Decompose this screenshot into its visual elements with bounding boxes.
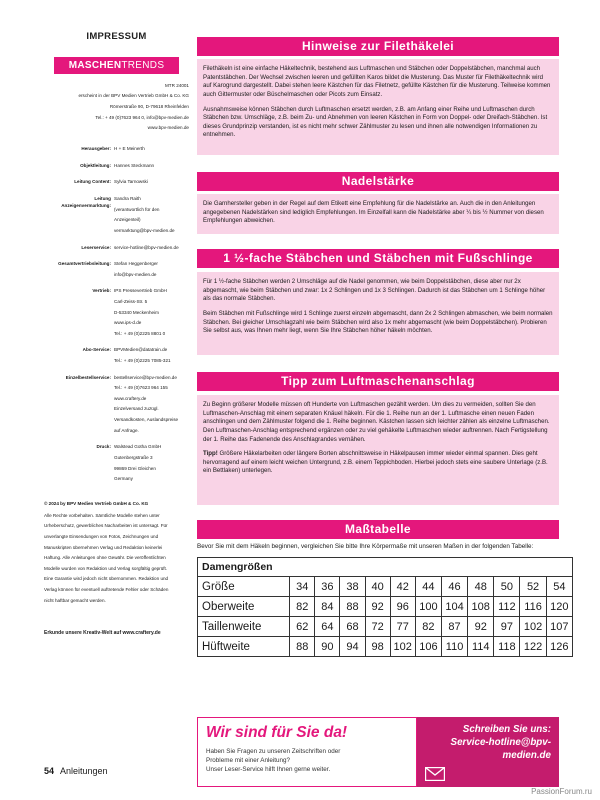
mail-icon [425,767,445,781]
credit-label: Vertrieb: [92,288,111,294]
table-cell: 108 [468,597,494,617]
credit-line: IPS Pressevertrieb GmbH [114,288,167,294]
hinweise-paragraph-2: Ausnahmsweise können Stäbchen durch Luftmaschen ersetzt werden, z.B. am Anfang einer Reihe und Luftmaschen durch Stäbchen bzw. Umschläge, z.B. beim Zu- und Abnehmen von leeren Kästchen in Form von Doppel- oder Dreifach-Stäbchen. Ist dieses Grundprinzip verstanden, ist es nicht mehr schwer Zählmuster zu lesen und ihnen alle notwendigen Informationen zu entnehmen. [203,105,548,139]
legal-body [44,512,189,604]
table-header-row [198,558,573,577]
credits-list [44,145,189,485]
credit-value [114,145,189,156]
section-title-nadel: Nadelstärke [197,172,559,191]
table-cell: 42 [390,577,415,597]
credit-line: Tel.: + 49 (0)2225 8801 0 [114,330,166,336]
service-right [417,717,559,787]
credit-line: Versandkosten, Auslandspreise [114,417,179,423]
credit-value [114,260,189,281]
legal-line: Verlag können für eventuell auftretende Fehler oder Schäden [44,587,169,593]
credit-label: Leitung Content: [74,179,111,185]
mass-intro: Bevor Sie mit dem Häkeln beginnen, vergleichen Sie bitte Ihre Körpermaße mit unseren Maßen in der folgenden Tabelle: [197,543,534,550]
service-line-2: Probleme mit einer Anleitung? [206,756,291,764]
table-cell: 106 [415,637,441,657]
page-number: 54 [44,766,55,776]
service-email-1[interactable]: Service-hotline@bpv- [450,737,551,749]
tipp-text: Größere Häkelarbeiten oder längere Borten abschnittsweise in Häkelpausen immer wieder einmal spannen. Dies geht hervorragend auf einem leicht weichen Untergrund, z.B. einem Teppichboden. Hierbei jedoch stets eine saubere Unterlage (z.B. ein Bettlaken) unterlegen. [203,450,548,475]
credit-line: Carl-Zeiss-Str. 5 [114,298,148,304]
credit-label: Einzelbestellservice: [65,374,111,380]
credit-line: Einzelversand zuzügl. [114,406,159,412]
credit-row [44,443,189,485]
table-cell: 82 [290,597,315,617]
tipp-paragraph-1: Zu Beginn größerer Modelle müssen oft Hunderte von Luftmaschen gezählt werden. Um dies zu vermeiden, sollten Sie den Luftmaschen-Anschlag mit einem separaten Knäuel häkeln. Für die 1. Reihe nun an der 1. Luftmasche einen neuen Faden anschlingen und dem Zählmuster folgend die 1. Reihe beginnen. Kästchen lassen sich leichter zählen als einzelne Luftmaschen. Den Luftmaschen-Anschlag entsprechend ergänzen oder zu viel gehäkelte Luftmaschen wieder auftrennen. Nach Fertigstellung der 1. Reihe das Fadenende des Anschlagrandes vernähen. [203,401,550,443]
tipp-paragraph-2 [203,450,553,476]
impressum-heading: IMPRESSUM [86,31,147,42]
section-box-tipp [197,395,559,505]
credit-line: Germany [114,476,133,482]
watermark: PassionForum.ru [531,787,592,796]
credit-row [44,260,189,281]
credit-line: bestellservice@bpv-medien.de [114,374,177,380]
table-cell: 114 [468,637,494,657]
credit-line: Gutenbergstraße 3 [114,454,153,460]
credit-line: Sylvia Tarnowski [114,179,148,185]
credit-line: Stefan Heggenberger [114,261,158,267]
row-label: Größe [198,577,290,597]
credit-value [114,346,189,367]
section-title-hinweise: Hinweise zur Filethäkelei [197,37,559,56]
service-text [206,748,408,774]
table-cell: 84 [315,597,340,617]
table-cell: 88 [340,597,365,617]
brand-part1: MASCHEN [68,59,122,71]
publisher-line: erscheint in der BPV Medien Vertrieb GmbH & Co. KG [78,93,189,99]
credit-row [44,162,189,173]
credit-value [114,287,189,340]
credit-line: auf Anfrage. [114,427,139,433]
credit-line: service-hotline@bpv-medien.de [114,244,179,250]
table-cell: 97 [494,617,520,637]
legal-line: Haftung. Alle Anleitungen ohne Gewähr. Die veröffentlichten [44,555,166,561]
credit-row [44,374,189,438]
table-cell: 94 [340,637,365,657]
brand-part2: TRENDS [121,59,165,71]
credit-label: Druck: [96,444,111,450]
table-cell: 44 [415,577,441,597]
credit-line: Anzeigenteil) [114,217,141,223]
footer-section: Anleitungen [60,766,108,776]
credit-line: BPVMedien@datatrain.de [114,347,168,353]
table-cell: 82 [415,617,441,637]
credit-label: Leitung Anzeigenvermarktung: [61,196,111,209]
credit-line: D-53340 Meckenheim [114,309,159,315]
table-cell: 102 [520,617,546,637]
credit-row [44,244,189,255]
table-cell: 90 [315,637,340,657]
table-cell: 72 [365,617,390,637]
service-headline: Wir sind für Sie da! [206,724,348,741]
table-cell: 116 [520,597,546,617]
credit-label: Herausgeber: [81,146,111,152]
table-cell: 62 [290,617,315,637]
legal-line: Modelle wurden von Redaktion und Verlag sorgfältig geprüft. [44,565,168,571]
table-cell: 120 [546,597,572,617]
impressum-column [44,30,189,638]
credit-value [114,443,189,485]
row-label: Hüftweite [198,637,290,657]
legal-line: Alle Rechte vorbehalten. Sämtliche Modelle stehen unter [44,512,160,518]
hinweise-paragraph-1: Filethäkeln ist eine einfache Häkeltechnik, bestehend aus Luftmaschen und Stäbchen oder Doppelstäbchen, manchmal auch Patentstäbchen. Der Wechsel zwischen leeren und gefüllten Karos bildet die Musterung. Das Muster für Filethäkeltechnik wird auf Karogrund dargestellt. Dabei stehen leere Kästchen für das Filetnetz, gefüllte Kästchen für die Musterung. Teilweise kommen auch Gittermuster oder Büschelmaschen oder Picots zum Einsatz. [203,65,551,98]
table-cell: 88 [290,637,315,657]
page-footer [44,766,108,776]
credit-row [44,178,189,189]
publisher-line: Tel.: + 49 (0)7623 964 0, info@bpv-medien.de [95,114,189,120]
section-title-staebchen: 1 ½-fache Stäbchen und Stäbchen mit Fußschlinge [197,249,559,268]
credit-line: (verantwortlich für den [114,206,160,212]
section-title-mass: Maßtabelle [197,520,559,539]
service-cta-1: Schreiben Sie uns: [462,724,551,735]
credit-line: www.ips-d.de [114,320,142,326]
credit-line: Tel.: + 49 (0)2225 7085-321 [114,358,171,364]
table-cell: 104 [441,597,467,617]
credit-value [114,195,189,237]
table-cell: 96 [390,597,415,617]
table-cell: 54 [546,577,572,597]
credit-row [44,145,189,156]
table-cell: 46 [441,577,467,597]
table-cell: 102 [390,637,415,657]
service-line-3: Unser Leser-Service hilft Ihnen gerne weiter. [206,765,331,773]
craftery-link[interactable]: Erkunde unsere Kreativ-Welt auf www.craftery.de [44,629,161,636]
table-cell: 100 [415,597,441,617]
credit-line: info@bpv-medien.de [114,271,157,277]
legal-notice [44,500,189,604]
credit-label: Gesamtvertriebsleitung: [58,261,111,267]
table-cell: 48 [468,577,494,597]
size-table [197,557,573,657]
service-left [197,717,417,787]
publisher-line: MTR 24001 [164,82,189,88]
credit-line: www.craftery.de [114,395,147,401]
credit-line: 99869 Drei Gleichen [114,465,156,471]
copyright: © 2024 by BPV Medien Vertrieb GmbH & Co. KG [44,500,149,506]
table-cell: 110 [441,637,467,657]
service-email-2[interactable]: medien.de [502,750,551,762]
row-label: Taillenweite [198,617,290,637]
credit-line: Sandra Raith [114,196,141,202]
table-cell: 50 [494,577,520,597]
table-cell: 126 [546,637,572,657]
table-cell: 38 [340,577,365,597]
legal-line: Eine Garantie wird jedoch nicht übernommen. Redaktion und [44,576,169,582]
credit-value [114,162,189,173]
credit-line: Hannes Steckmann [114,162,155,168]
credit-row [44,287,189,340]
service-banner [197,717,559,787]
staebchen-paragraph-2: Beim Stäbchen mit Fußschlinge wird 1 Schlinge zuerst einzeln abgemascht, dann 2x 2 Schlingen abmaschen, wie beim normalen Stäbchen. Bei gleicher Umschlagzahl wie beim Stäbchen wird also 1x mehr abgemascht (wie beim Doppelstäbchen). Probieren Sie selbst aus, was Ihnen mehr liegt, wenn Sie Ihre Stäbchen höher häkeln möchten. [203,309,553,335]
publisher-info [44,82,189,132]
credit-label: Leserservice: [81,244,111,250]
table-row [198,637,573,657]
credit-line: Tel.: + 49 (0)7623 964 155 [114,385,168,391]
section-box-hinweise [197,59,559,155]
credit-value [114,374,189,438]
credit-line: vermarktung@bpv-medien.de [114,227,175,233]
table-cell: 34 [290,577,315,597]
section-box-nadel [197,194,559,234]
table-cell: 64 [315,617,340,637]
section-title-tipp: Tipp zum Luftmaschenanschlag [197,372,559,391]
credit-value [114,244,189,255]
credit-line: Walstead Gotha GmbH [114,444,162,450]
table-cell: 92 [365,597,390,617]
credit-label: Objektleitung: [80,162,111,168]
table-cell: 107 [546,617,572,637]
table-row [198,577,573,597]
section-box-staebchen [197,272,559,355]
table-header: Damengrößen [198,558,573,577]
tipp-label: Tipp! [203,450,218,458]
legal-line: unverlangte Einsendungen von Fotos, Zeichnungen und [44,534,159,540]
staebchen-paragraph-1: Für 1 ½-fache Stäbchen werden 2 Umschläge auf die Nadel genommen, wie beim Doppelstäbchen, diese aber nur 2x abgemascht, wie beim Stäbchen und zwar: 1x 2 Schlingen und 1x 3 Schlingen. Dadurch ist das Stäbchen um 1 Schlinge höher als das normale Stäbchen. [203,278,546,303]
brand-logo [54,57,179,74]
table-cell: 118 [494,637,520,657]
table-cell: 98 [365,637,390,657]
table-cell: 92 [468,617,494,637]
table-cell: 40 [365,577,390,597]
credit-line: H + E Meinerth [114,146,145,152]
table-cell: 112 [494,597,520,617]
nadel-paragraph: Die Garnhersteller geben in der Regel auf dem Etikett eine Empfehlung für die Nadelstärke an. Auch die in den Anleitungen angegebenen Nadelstärken sind lediglich Empfehlungen. Im Einzelfall kann die Nadelstärke aber ¼ bis ½ Nummer von diesen Empfehlungen abweichen. [203,200,544,225]
table-cell: 36 [315,577,340,597]
credit-value [114,178,189,189]
credit-row [44,346,189,367]
table-row [198,597,573,617]
publisher-line: Römerstraße 90, D-79618 Rheinfelden [109,103,189,109]
service-line-1: Haben Sie Fragen zu unseren Zeitschriften oder [206,748,341,755]
table-cell: 68 [340,617,365,637]
legal-line: Urheberschutz, gewerbliches Nacharbeiten ist untersagt. Für [44,523,168,529]
table-cell: 52 [520,577,546,597]
legal-line: Manuskripten übernehmen Verlag und Redaktion keinerlei [44,544,163,550]
table-cell: 87 [441,617,467,637]
row-label: Oberweite [198,597,290,617]
table-cell: 77 [390,617,415,637]
legal-line: nicht haftbar gemacht werden. [44,597,106,603]
table-row [198,617,573,637]
publisher-line: www.bpv-medien.de [147,125,189,131]
table-cell: 122 [520,637,546,657]
credit-row [44,195,189,237]
credit-label: Abo-Service: [82,347,111,353]
